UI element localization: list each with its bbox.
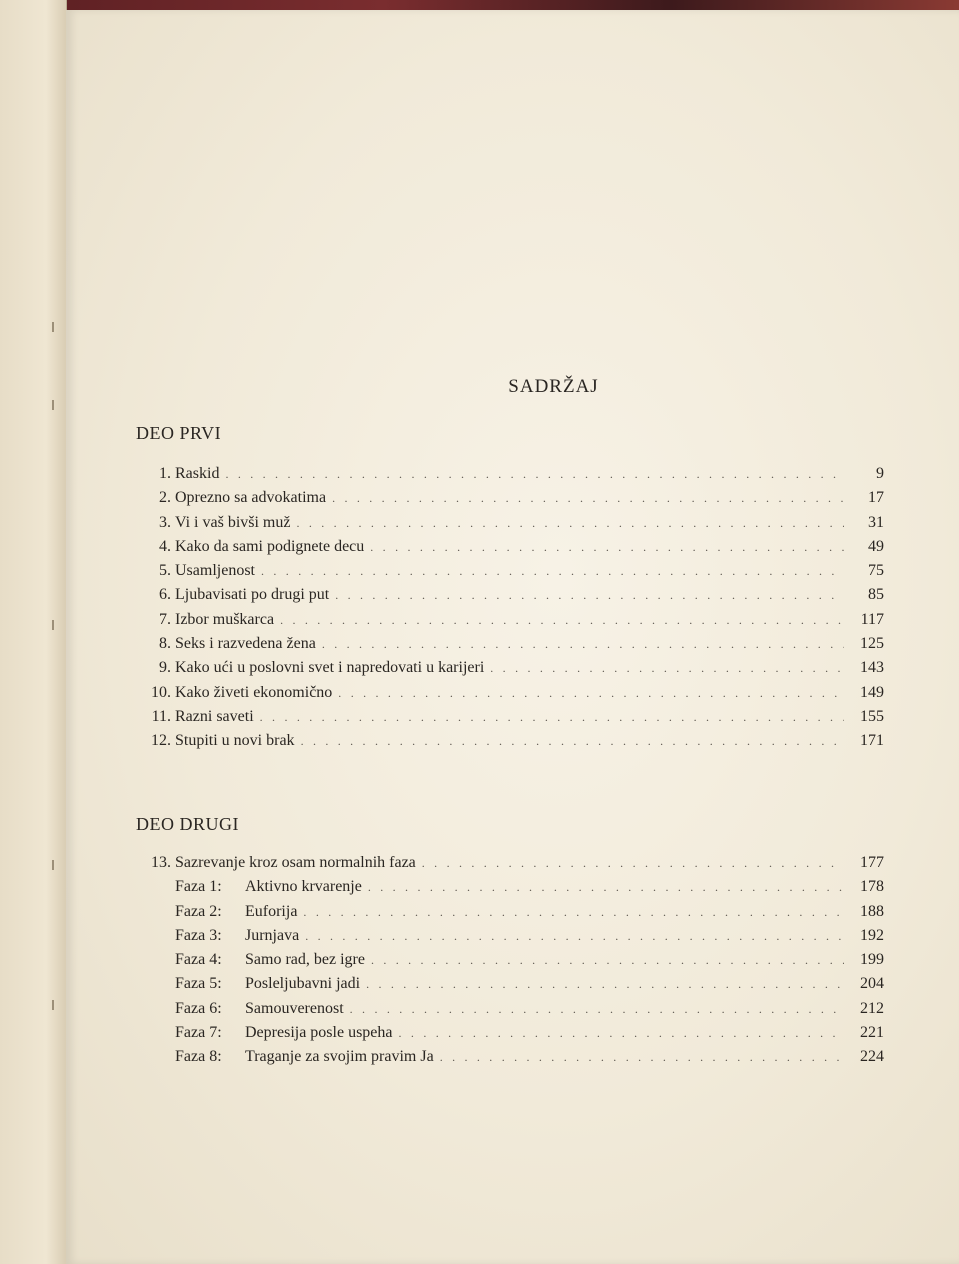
phase-prefix: Faza 6: [175, 999, 222, 1017]
dot-leader [322, 632, 844, 656]
dot-leader [305, 924, 844, 948]
part-one-heading: DEO PRVI [136, 423, 222, 443]
toc-entry [138, 511, 884, 535]
phase-prefix: Faza 5: [175, 975, 222, 993]
chapter-title: Izbor muškarca [175, 610, 275, 628]
page-number: 199 [860, 951, 884, 969]
chapter-title: Ljubavisati po drugi put [175, 586, 330, 604]
phase-title: Samouverenost [245, 999, 344, 1017]
toc-entry [138, 705, 884, 729]
toc-entry [138, 851, 884, 875]
toc-entry [138, 535, 884, 559]
toc-entry [138, 583, 884, 607]
page-number: 149 [860, 683, 884, 701]
binding-stitch [52, 400, 54, 410]
dot-leader [399, 1021, 844, 1045]
chapter-title: Vi i vaš bivši muž [175, 513, 291, 531]
page-number: 49 [868, 537, 884, 555]
dot-leader [350, 997, 844, 1021]
chapter-title: Kako ući u poslovni svet i napredovati u karijeri [175, 659, 485, 677]
chapter-title: Seks i razvedena žena [175, 635, 316, 653]
dot-leader [490, 656, 844, 680]
chapter-number: 13. [151, 854, 171, 871]
toc-phase-entry [138, 972, 884, 996]
dot-leader [335, 583, 844, 607]
chapter-number: 1. [159, 465, 171, 482]
chapter-number: 10. [151, 683, 171, 701]
page-number: 9 [876, 465, 884, 482]
chapter-title: Usamljenost [175, 562, 255, 580]
dot-leader [332, 486, 844, 510]
page-number: 188 [860, 902, 884, 920]
toc-entry [138, 486, 884, 510]
dot-leader [422, 851, 844, 875]
page-number: 75 [868, 562, 884, 580]
toc-entry [138, 656, 884, 680]
page-number: 177 [860, 854, 884, 871]
page-number: 178 [860, 878, 884, 896]
dot-leader [225, 462, 844, 486]
dot-leader [370, 535, 844, 559]
part-one-toc [138, 462, 884, 754]
left-page-edge [0, 0, 67, 1264]
phase-title: Aktivno krvarenje [245, 878, 362, 896]
chapter-number: 3. [159, 513, 171, 531]
phase-title: Euforija [245, 902, 298, 920]
toc-entry [138, 729, 884, 753]
chapter-title: Raskid [175, 465, 220, 482]
dot-leader [368, 875, 844, 899]
chapter-number: 2. [159, 489, 171, 507]
toc-entry [138, 462, 884, 486]
toc-entry [138, 632, 884, 656]
toc-phase-entry [138, 1045, 884, 1069]
phase-title: Traganje za svojim pravim Ja [245, 1048, 434, 1066]
chapter-title: Stupiti u novi brak [175, 732, 295, 750]
phase-prefix: Faza 2: [175, 902, 222, 920]
page-number: 85 [868, 586, 884, 604]
toc-phase-entry [138, 875, 884, 899]
dot-leader [260, 705, 844, 729]
binding-stitch [52, 1000, 54, 1010]
chapter-title: Oprezno sa advokatima [175, 489, 327, 507]
phase-prefix: Faza 1: [175, 878, 222, 896]
page-number: 224 [860, 1048, 884, 1066]
chapter-number: 9. [159, 659, 171, 677]
phase-prefix: Faza 4: [175, 951, 222, 969]
phase-prefix: Faza 7: [175, 1024, 222, 1042]
phase-prefix: Faza 3: [175, 926, 222, 944]
contents-page [66, 10, 959, 1264]
part-two-heading: DEO DRUGI [136, 814, 239, 834]
dot-leader [371, 948, 844, 972]
binding-stitch [52, 322, 54, 332]
dot-leader [338, 681, 844, 705]
chapter-title: Razni saveti [175, 707, 254, 725]
dot-leader [366, 972, 844, 996]
page-number: 192 [860, 926, 884, 944]
chapter-number: 7. [159, 610, 171, 628]
phase-title: Samo rad, bez igre [245, 951, 365, 969]
phase-title: Posleljubavni jadi [245, 975, 361, 993]
toc-phase-entry [138, 900, 884, 924]
phase-title: Jurnjava [245, 926, 300, 944]
toc-phase-entry [138, 948, 884, 972]
dot-leader [301, 729, 844, 753]
part-two-toc [138, 851, 884, 1070]
dot-leader [261, 559, 844, 583]
page-title: SADRŽAJ [508, 376, 599, 397]
chapter-number: 8. [159, 635, 171, 653]
phase-prefix: Faza 8: [175, 1048, 222, 1066]
toc-phase-entry [138, 997, 884, 1021]
page-number: 143 [860, 659, 884, 677]
toc-phase-entry [138, 1021, 884, 1045]
binding-stitch [52, 860, 54, 870]
toc-entry [138, 608, 884, 632]
chapter-number: 12. [151, 732, 171, 750]
chapter-title: Sazrevanje kroz osam normalnih faza [175, 854, 416, 871]
page-number: 117 [860, 610, 884, 628]
toc-entry [138, 681, 884, 705]
chapter-number: 6. [159, 586, 171, 604]
dot-leader [440, 1045, 844, 1069]
chapter-number: 4. [159, 537, 171, 555]
phase-title: Depresija posle uspeha [245, 1024, 393, 1042]
chapter-title: Kako da sami podignete decu [175, 537, 365, 555]
page-number: 212 [860, 999, 884, 1017]
chapter-title: Kako živeti ekonomično [175, 683, 333, 701]
dot-leader [303, 900, 844, 924]
chapter-number: 5. [159, 562, 171, 580]
toc-entry [138, 559, 884, 583]
page-number: 221 [860, 1024, 884, 1042]
page-number: 204 [860, 975, 884, 993]
page-number: 17 [868, 489, 884, 507]
page-number: 31 [868, 513, 884, 531]
binding-stitch [52, 620, 54, 630]
chapter-number: 11. [151, 707, 171, 725]
page-number: 171 [860, 732, 884, 750]
dot-leader [296, 511, 844, 535]
toc-phase-entry [138, 924, 884, 948]
page-number: 155 [860, 707, 884, 725]
page-number: 125 [860, 635, 884, 653]
dot-leader [280, 608, 844, 632]
